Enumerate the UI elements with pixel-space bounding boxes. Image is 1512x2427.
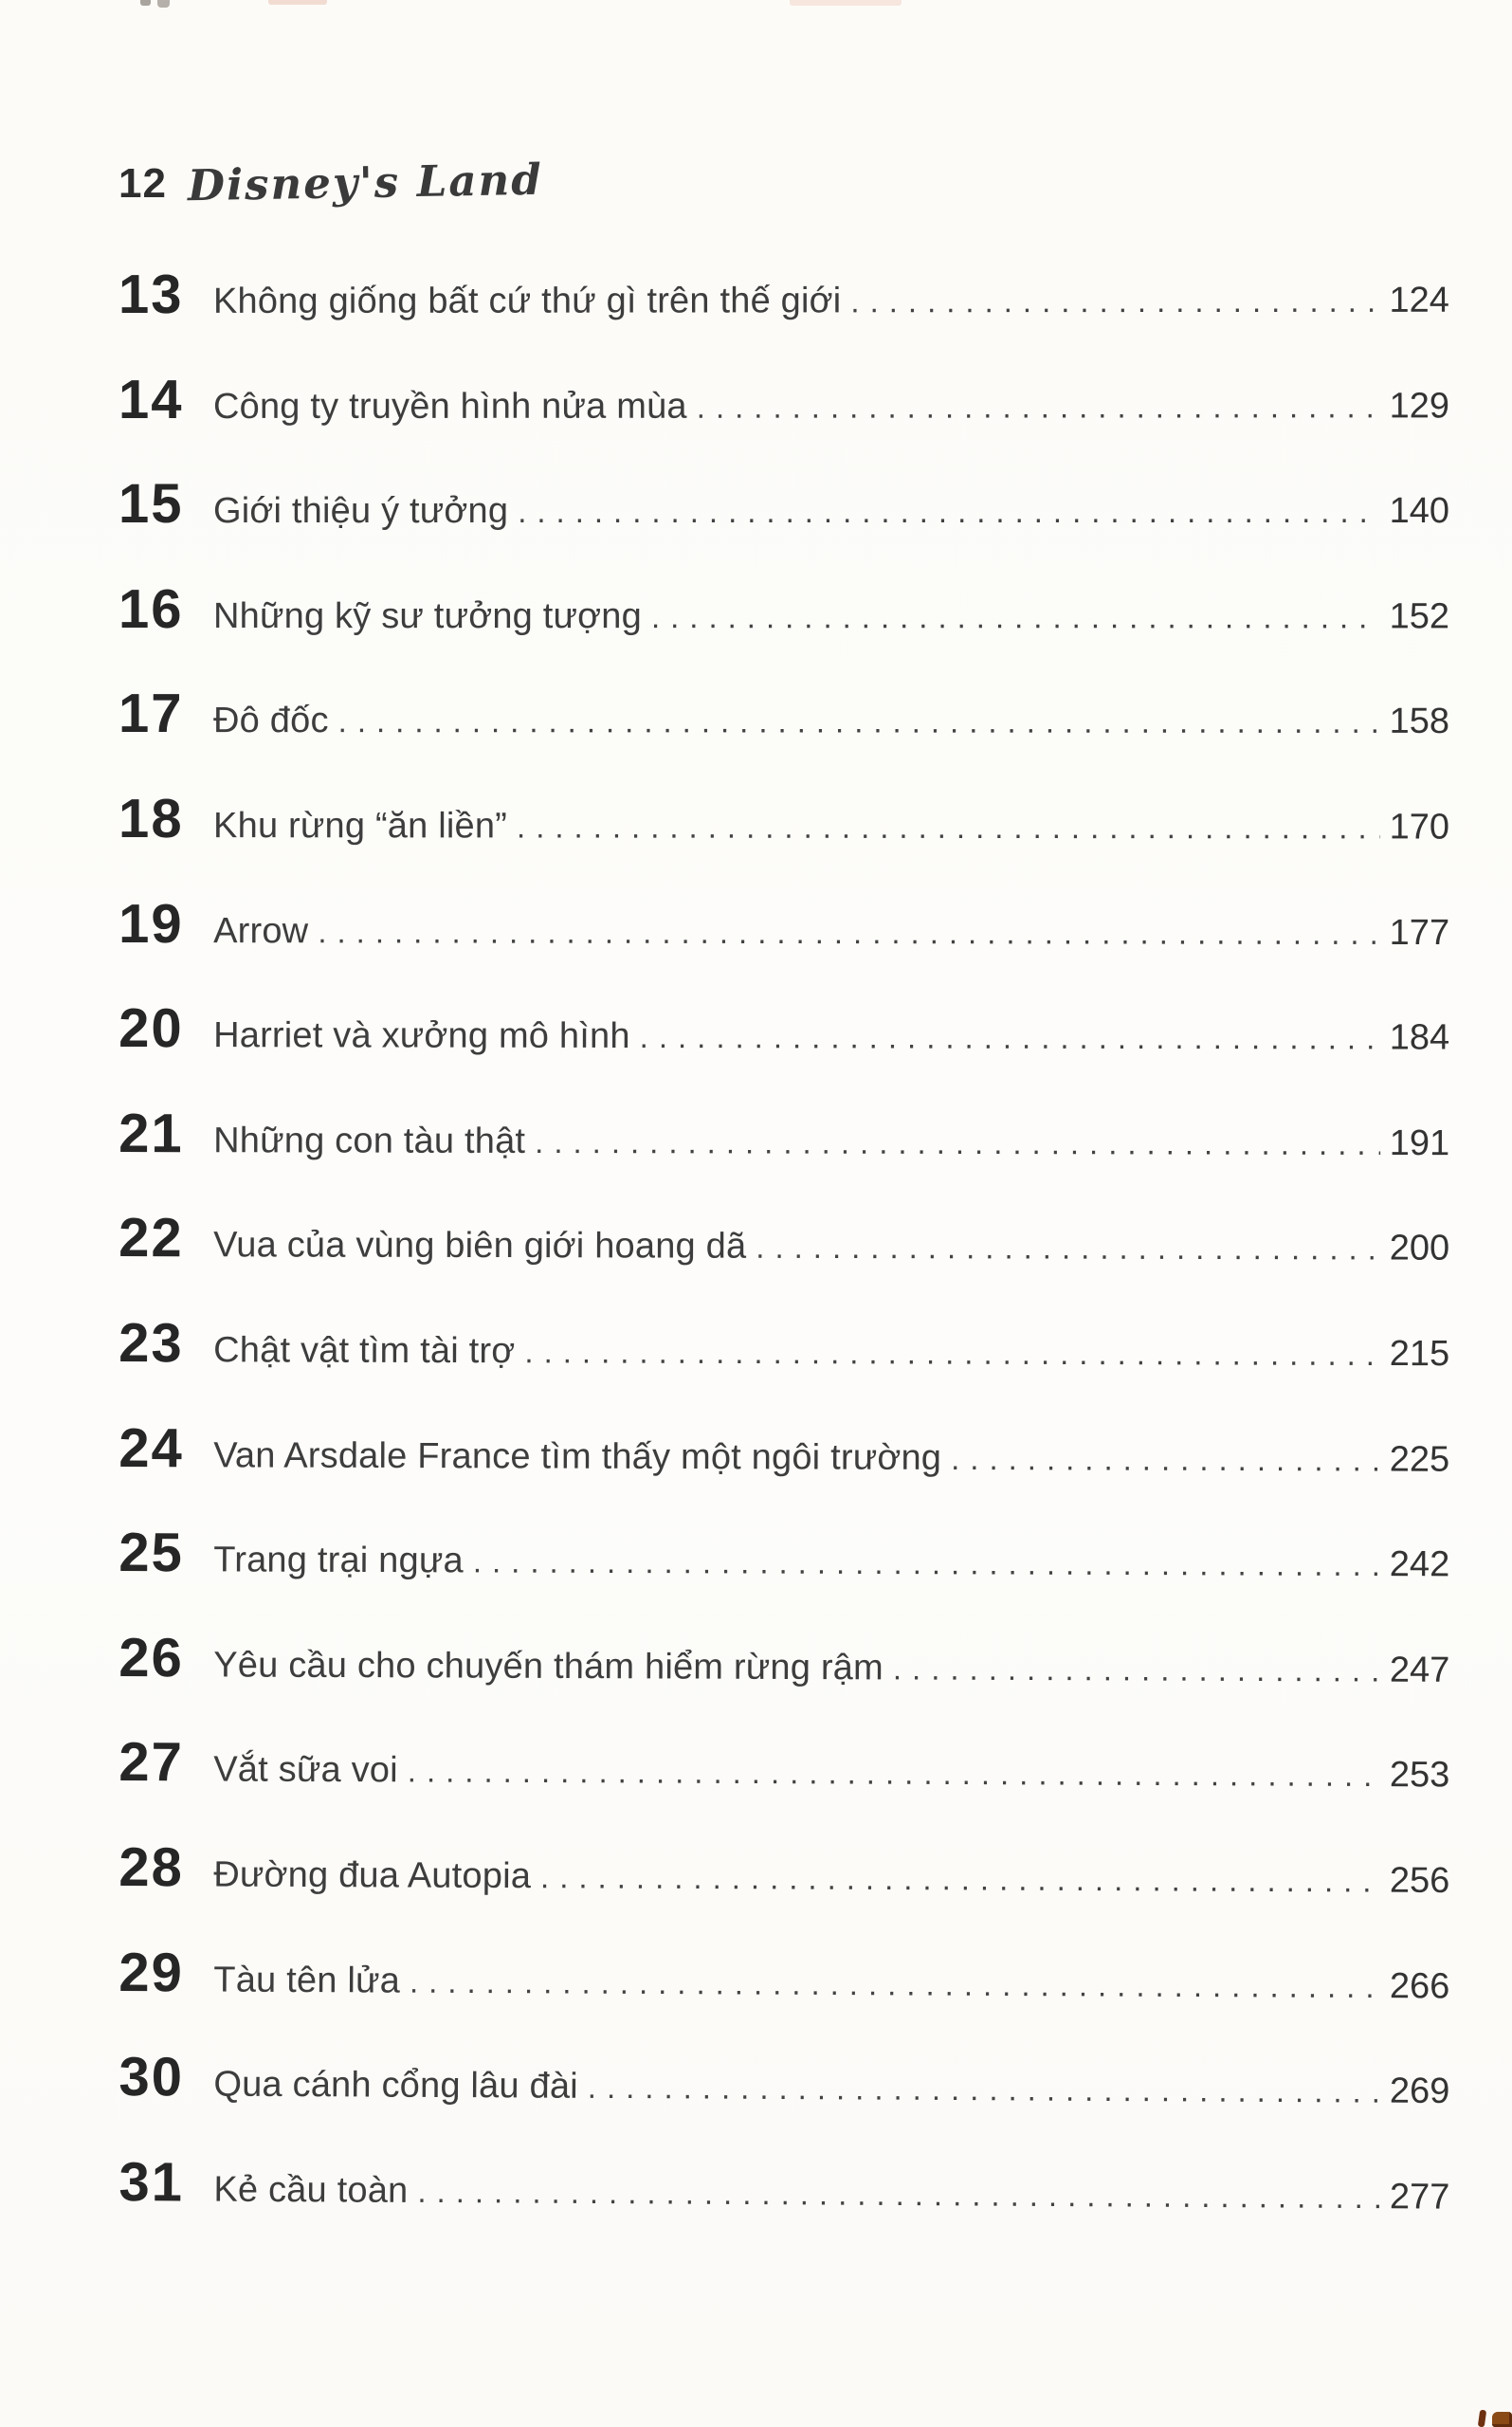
dotted-leader	[588, 2070, 1380, 2110]
dotted-leader	[518, 494, 1379, 530]
chapter-page-number: 124	[1389, 280, 1449, 320]
chapter-number: 19	[118, 892, 184, 955]
chapter-page-number: 140	[1389, 491, 1449, 532]
toc-entry	[118, 2149, 1450, 2262]
chapter-page-number: 191	[1389, 1122, 1450, 1163]
toc-entry	[118, 1520, 1449, 1630]
toc-entry	[118, 1834, 1450, 1946]
page-header	[118, 154, 544, 211]
dotted-leader	[893, 1651, 1380, 1688]
scan-artifact-corner-blob	[1492, 2412, 1512, 2427]
dotted-leader	[517, 809, 1380, 846]
chapter-page-number: 269	[1389, 2071, 1450, 2112]
chapter-title: Vắt sữa voi	[213, 1749, 398, 1791]
chapter-number: 23	[118, 1311, 184, 1375]
chapter-title: Yêu cầu cho chuyến thám hiểm rừng rậm	[213, 1645, 884, 1688]
scan-artifact-top-pink-2	[790, 0, 902, 6]
chapter-number: 31	[118, 2150, 185, 2214]
chapter-title: Không giống bất cứ thứ gì trên thế giới	[212, 281, 842, 321]
dotted-leader	[540, 1859, 1380, 1899]
chapter-page-number: 170	[1389, 807, 1450, 848]
chapter-title: Arrow	[213, 910, 309, 951]
chapter-number: 27	[118, 1731, 185, 1794]
dotted-leader	[524, 1334, 1379, 1373]
chapter-title: Van Arsdale France tìm thấy một ngôi trường	[213, 1434, 942, 1478]
toc-entry	[118, 1940, 1450, 2052]
chapter-number: 25	[118, 1522, 184, 1584]
chapter-number: 13	[118, 263, 184, 325]
dotted-leader	[318, 914, 1379, 952]
toc-entry	[118, 786, 1449, 892]
dotted-leader	[417, 2174, 1380, 2216]
dotted-leader	[640, 1019, 1380, 1056]
dotted-leader	[535, 1124, 1380, 1162]
chapter-number: 18	[118, 787, 184, 850]
dotted-leader	[697, 389, 1380, 425]
scan-artifact-top-gray-1	[140, 0, 151, 6]
dotted-leader	[408, 1754, 1380, 1795]
chapter-title: Trang trại ngựa	[213, 1540, 464, 1581]
chapter-title: Qua cánh cổng lâu đài	[213, 2064, 578, 2107]
toc-entry	[118, 1310, 1449, 1419]
chapter-page-number: 247	[1389, 1650, 1450, 1690]
toc-entry	[118, 681, 1449, 787]
chapter-number: 22	[118, 1207, 184, 1269]
chapter-page-number: 266	[1389, 1965, 1450, 2006]
dotted-leader	[410, 1963, 1380, 2004]
dotted-leader	[338, 704, 1380, 741]
chapter-page-number: 215	[1389, 1333, 1450, 1375]
chapter-title: Harriet và xưởng mô hình	[213, 1015, 630, 1057]
dotted-leader	[951, 1441, 1380, 1479]
chapter-title: Đô đốc	[213, 701, 329, 741]
toc-entry	[118, 1415, 1449, 1524]
scan-artifact-corner-stroke	[1478, 2410, 1486, 2427]
toc-entry	[118, 995, 1449, 1103]
chapter-title: Giới thiệu ý tưởng	[212, 491, 509, 532]
chapter-title: Công ty truyền hình nửa mùa	[212, 386, 687, 427]
dotted-leader	[850, 283, 1379, 319]
chapter-title: Chật vật tìm tài trợ	[213, 1330, 516, 1372]
toc-entry	[118, 471, 1449, 576]
running-page-number: 12	[118, 160, 167, 207]
toc-entry	[118, 1729, 1449, 1840]
chapter-page-number: 242	[1389, 1544, 1450, 1585]
toc-entry	[118, 1205, 1449, 1313]
toc-entry	[118, 2044, 1450, 2157]
toc-entry	[118, 891, 1449, 998]
toc-entry	[118, 1101, 1449, 1209]
chapter-number: 26	[118, 1626, 184, 1689]
dotted-leader	[473, 1544, 1380, 1584]
chapter-title: Kẻ cầu toàn	[213, 2169, 409, 2211]
toc-entry	[118, 366, 1449, 471]
chapter-page-number: 256	[1389, 1860, 1450, 1901]
chapter-number: 17	[118, 683, 184, 745]
toc-entry	[118, 1625, 1449, 1735]
scan-artifact-top-gray-2	[157, 0, 170, 8]
chapter-page-number: 253	[1389, 1755, 1450, 1796]
chapter-number: 30	[118, 2046, 185, 2108]
toc-entry	[118, 261, 1449, 367]
chapter-title: Vua của vùng biên giới hoang dã	[213, 1225, 747, 1268]
chapter-page-number: 129	[1389, 385, 1449, 426]
chapter-number: 24	[118, 1416, 184, 1479]
chapter-page-number: 177	[1389, 912, 1450, 953]
chapter-page-number: 152	[1389, 596, 1450, 637]
chapter-number: 28	[118, 1835, 185, 1899]
chapter-number: 15	[118, 473, 184, 536]
chapter-page-number: 225	[1389, 1439, 1450, 1480]
chapter-number: 21	[118, 1102, 184, 1164]
dotted-leader	[651, 599, 1380, 635]
chapter-title: Khu rừng “ăn liền”	[213, 806, 508, 847]
chapter-page-number: 200	[1389, 1228, 1450, 1269]
chapter-page-number: 184	[1389, 1017, 1450, 1058]
toc-entry	[118, 576, 1449, 682]
book-title-logo: Disney's Land	[187, 154, 544, 211]
chapter-title: Đường đua Autopia	[213, 1854, 532, 1897]
chapter-page-number: 158	[1389, 702, 1450, 742]
chapter-number: 29	[118, 1941, 185, 2003]
chapter-title: Những con tàu thật	[213, 1120, 526, 1161]
chapter-page-number: 277	[1389, 2176, 1450, 2217]
chapter-title: Tàu tên lửa	[213, 1960, 401, 2001]
chapter-number: 14	[118, 368, 184, 430]
chapter-number: 20	[118, 997, 184, 1060]
scan-artifact-top-pink-1	[268, 0, 327, 5]
chapter-number: 16	[118, 577, 184, 640]
table-of-contents	[118, 262, 1449, 2254]
dotted-leader	[756, 1230, 1380, 1268]
chapter-title: Những kỹ sư tưởng tượng	[213, 595, 642, 636]
